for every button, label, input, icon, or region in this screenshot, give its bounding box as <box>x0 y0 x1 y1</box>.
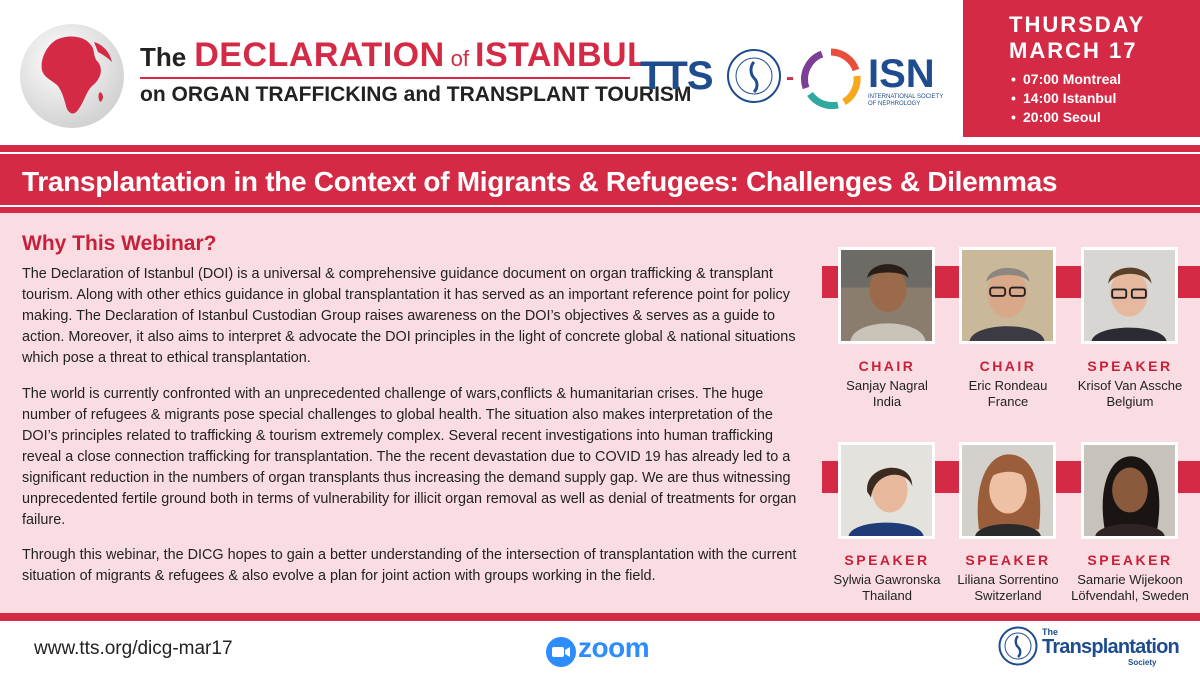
speaker-role: SPEAKER <box>1087 358 1173 374</box>
time-montreal: • 07:00 Montreal <box>1009 70 1200 89</box>
zoom-icon <box>545 636 577 668</box>
isn-subtitle: INTERNATIONAL SOCIETY OF NEPHROLOGY <box>868 94 944 107</box>
section-heading: Why This Webinar? <box>22 232 217 255</box>
logo-dash: - <box>786 64 794 91</box>
ts-logo-name: Transplantation <box>1042 636 1179 658</box>
declaration-title <box>140 36 691 107</box>
title-istanbul: ISTANBUL <box>475 36 649 74</box>
title-subtitle: on ORGAN TRAFFICKING and TRANSPLANT TOURISM <box>140 83 692 106</box>
isn-logo-icon <box>800 48 862 110</box>
speaker-photo <box>959 247 1056 344</box>
transplantation-society-seal-icon <box>998 626 1038 666</box>
speaker-location: Switzerland <box>974 588 1042 603</box>
person-icon <box>1084 445 1175 536</box>
date-box <box>963 0 1200 137</box>
zoom-logo: zoom <box>578 632 650 663</box>
speaker-name: Sylwia Gawronska <box>833 572 941 587</box>
time-istanbul: • 14:00 Istanbul <box>1009 89 1200 108</box>
paragraph-3: Through this webinar, the DICG hopes to gain a better understanding of the intersection of transplantation with the current situation of migrants & refugees & also evolve a plan for joint action with groups working in the field. <box>22 547 797 584</box>
stripe-right-1 <box>1178 266 1200 298</box>
ts-logo-society: Society <box>1128 658 1157 667</box>
tts-seal-icon <box>726 48 782 104</box>
person-icon <box>962 445 1053 536</box>
speaker-role: CHAIR <box>858 358 916 374</box>
stripe-right-2 <box>1178 461 1200 493</box>
speaker-location: Belgium <box>1106 394 1154 409</box>
header <box>0 0 1200 145</box>
speaker-location: India <box>872 394 902 409</box>
time-list <box>1009 70 1200 127</box>
footer-divider <box>0 613 1200 621</box>
person-icon <box>841 445 932 536</box>
speaker-name: Eric Rondeau <box>968 378 1048 393</box>
stripe-mid-1b <box>1056 266 1082 298</box>
person-icon <box>1084 250 1175 341</box>
webinar-title: Transplantation in the Context of Migrants & Refugees: Challenges & Dilemmas <box>22 166 1058 197</box>
person-icon <box>962 250 1053 341</box>
webinar-url[interactable]: www.tts.org/dicg-mar17 <box>34 638 233 659</box>
tts-logo: TTS <box>640 54 713 98</box>
person-icon <box>841 250 932 341</box>
ts-logo-the: The <box>1042 627 1059 637</box>
globe-icon <box>18 22 126 130</box>
title-the: The <box>140 42 187 72</box>
speaker-location: Löfvendahl, Sweden <box>1071 588 1189 603</box>
banner-line-bottom <box>0 205 1200 207</box>
speaker-photo <box>838 442 935 539</box>
speaker-name: Samarie Wijekoon <box>1077 572 1183 587</box>
speaker-photo <box>1081 442 1178 539</box>
speaker-photo <box>838 247 935 344</box>
speaker-role: SPEAKER <box>844 552 930 568</box>
date-month: MARCH 17 <box>1009 38 1138 63</box>
title-declaration: DECLARATION <box>194 36 445 74</box>
speaker-name: Krisof Van Assche <box>1077 378 1183 393</box>
speaker-location: France <box>987 394 1029 409</box>
time-seoul: • 20:00 Seoul <box>1009 108 1200 127</box>
stripe-mid-2b <box>1056 461 1082 493</box>
speaker-photo <box>959 442 1056 539</box>
speaker-role: SPEAKER <box>965 552 1051 568</box>
isn-logo: ISN <box>868 52 935 96</box>
speaker-photo <box>1081 247 1178 344</box>
title-divider <box>140 77 630 79</box>
date-day: THURSDAY <box>1009 12 1146 37</box>
speaker-role: CHAIR <box>979 358 1037 374</box>
stripe-mid-2a <box>935 461 961 493</box>
paragraph-1: The Declaration of Istanbul (DOI) is a universal & comprehensive guidance document on organ trafficking & transplant tourism. Along with other ethics guidance in global transplantation it has served as an important reference point for policy making. The Declaration of Istanbul Custodian Group raises awareness on the DOI’s objectives & serves as a guide to action. Moreover, it also aims to interpret & advocate the DOI principles in the light of concrete global & national situations which pose a threat to ethical transplantation. <box>22 266 796 366</box>
speaker-name: Liliana Sorrentino <box>957 572 1059 587</box>
title-of: of <box>450 46 469 71</box>
paragraph-2: The world is currently confronted with an unprecedented challenge of wars,conflicts & humanitarian crises. The huge number of refugees & migrants pose special challenges to global health. The situation also makes interpretation of the DOI’s principles related to trafficking & tourism extremely complex. Several recent investigations into human trafficking reveal a close connection trafficking for transplantation. The the recent devastation due to COVID 19 has already led to a significant reduction in the numbers of organ transplants thus increasing the demand supply gap. We are thus witnessing unprecedented fertile ground both in terms of vulnerability for illicit organ removal as well as denial of treatments for organ failure. <box>22 386 797 528</box>
speaker-name: Sanjay Nagral <box>846 378 928 393</box>
banner-line-top <box>0 152 1200 154</box>
speaker-location: Thailand <box>862 588 912 603</box>
stripe-mid-1a <box>935 266 961 298</box>
speaker-role: SPEAKER <box>1087 552 1173 568</box>
